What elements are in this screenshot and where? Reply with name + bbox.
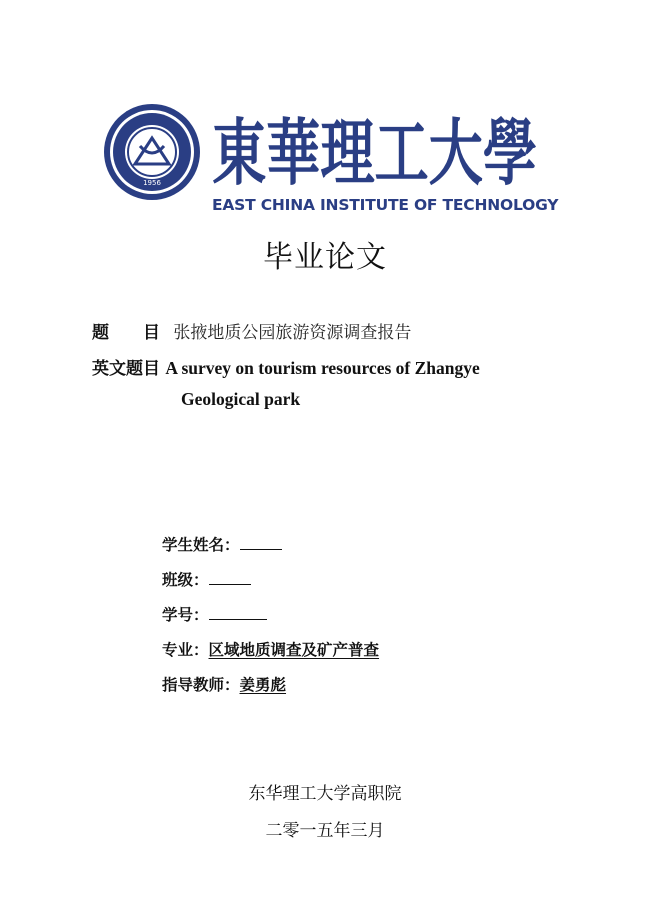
- student-id-row: [162, 603, 267, 625]
- document-date: 二零一五年三月: [265, 821, 385, 841]
- english-topic-row: [92, 354, 480, 379]
- seal-year: 1956: [143, 179, 161, 187]
- advisor-label: 指导教师：: [162, 676, 240, 694]
- major-value: 区域地质调查及矿产普查: [208, 641, 380, 659]
- university-logo: [100, 100, 559, 220]
- english-topic-label: 英文题目: [92, 359, 160, 379]
- advisor-row: [162, 673, 286, 695]
- document-title: 毕业论文: [263, 240, 387, 275]
- class-label: 班级：: [162, 571, 209, 589]
- english-topic-continued: [181, 389, 300, 410]
- university-name-calligraphy: [212, 100, 537, 195]
- english-topic-line2: Geological park: [181, 389, 301, 409]
- institution-name: 东华理工大学高职院: [248, 784, 402, 804]
- topic-row: [92, 318, 411, 343]
- major-label: 专业：: [162, 641, 209, 659]
- class-blank: [209, 570, 251, 585]
- university-name-chinese: 東華理工大學: [212, 110, 537, 195]
- major-row: [162, 638, 379, 660]
- university-name-english: EAST CHINA INSTITUTE OF TECHNOLOGY: [212, 196, 559, 214]
- topic-label: 题 目: [92, 323, 160, 343]
- student-name-label: 学生姓名：: [162, 536, 240, 554]
- student-id-label: 学号：: [162, 606, 209, 624]
- student-name-row: [162, 533, 282, 555]
- student-id-blank: [209, 605, 267, 620]
- advisor-value: 姜勇彪: [239, 676, 287, 694]
- university-seal-icon: [102, 102, 202, 202]
- topic-value: 张掖地质公园旅游资源调查报告: [173, 323, 412, 343]
- student-name-blank: [240, 535, 282, 550]
- class-row: [162, 568, 251, 590]
- english-topic-line1: A survey on tourism resources of Zhangye: [165, 358, 480, 378]
